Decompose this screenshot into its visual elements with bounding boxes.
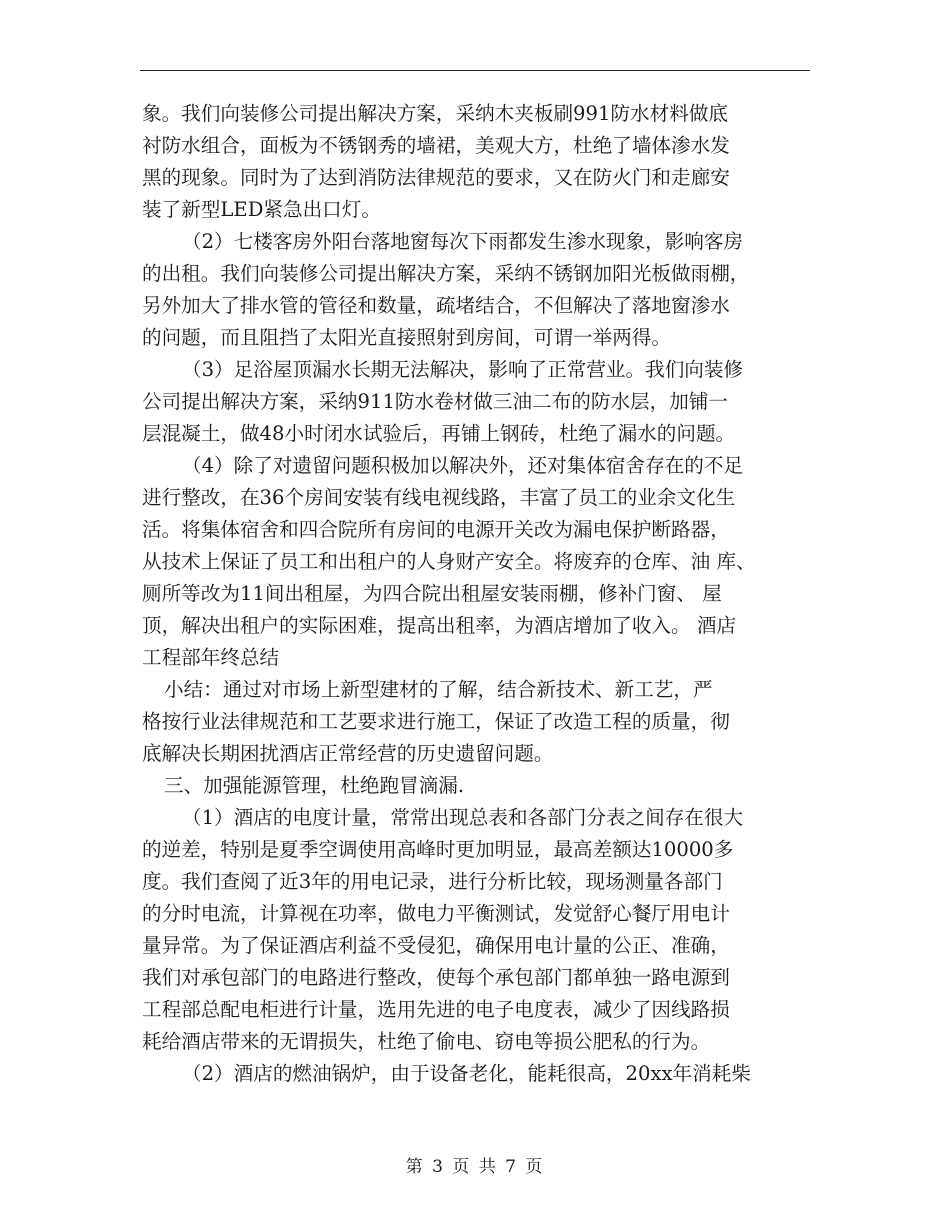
text-line: 工程部总配电柜进行计量，选用先进的电子电度表，减少了因线路损 xyxy=(142,998,730,1021)
text-line: （2）七楼客房外阳台落地窗每次下雨都发生渗水现象，影响客房 xyxy=(182,230,744,253)
text-line: 我们对承包部门的电路进行整改，使每个承包部门都单独一路电源到 xyxy=(142,966,730,989)
text-line: 衬防水组合，面板为不锈钢秀的墙裙，美观大方，杜绝了墙体渗水发 xyxy=(142,134,730,157)
page-number-footer: 第 3 页 共 7 页 xyxy=(405,1157,545,1177)
text-line: （4）除了对遗留问题积极加以解决外，还对集体宿舍存在的不足 xyxy=(182,454,744,477)
text-line: 厕所等改为11间出租屋，为四合院出租屋安装雨棚，修补门窗、 屋 xyxy=(142,582,722,605)
text-line: 三、加强能源管理，杜绝跑冒滴漏. xyxy=(164,774,465,797)
text-line: 活。将集体宿舍和四合院所有房间的电源开关改为漏电保护断路器， xyxy=(142,518,730,541)
text-line: （2）酒店的燃油锅炉，由于设备老化，能耗很高，20xx年消耗柴 xyxy=(182,1062,751,1085)
text-line: 顶，解决出租户的实际困难，提高出租率，为酒店增加了收入。 酒店 xyxy=(142,614,737,637)
text-line: 量异常。为了保证酒店利益不受侵犯，确保用电计量的公正、准确， xyxy=(142,934,730,957)
text-line: 从技术上保证了员工和出租户的人身财产安全。将废弃的仓库、油 库、 xyxy=(142,550,756,573)
text-line: 耗给酒店带来的无谓损失，杜绝了偷电、窃电等损公肥私的行为。 xyxy=(142,1030,711,1053)
text-line: 工程部年终总结 xyxy=(142,646,280,669)
text-line: （1）酒店的电度计量，常常出现总表和各部门分表之间存在很大 xyxy=(182,806,744,829)
text-line: 的逆差，特别是夏季空调使用高峰时更加明显，最高差额达10000多 xyxy=(142,838,734,861)
text-line: 装了新型LED紧急出口灯。 xyxy=(142,198,381,221)
text-line: 公司提出解决方案，采纳911防水卷材做三油二布的防水层，加铺一 xyxy=(142,390,729,413)
text-line: 进行整改，在36个房间安装有线电视线路，丰富了员工的业余文化生 xyxy=(142,486,736,509)
text-line: （3）足浴屋顶漏水长期无法解决，影响了正常营业。我们向装修 xyxy=(182,358,744,381)
text-line: 的分时电流，计算视在功率，做电力平衡测试，发觉舒心餐厅用电计 xyxy=(142,902,730,925)
text-line: 的问题，而且阻挡了太阳光直接照射到房间，可谓一举两得。 xyxy=(142,326,672,349)
text-line: 小结：通过对市场上新型建材的了解，结合新技术、新工艺，严 xyxy=(164,678,713,701)
text-line: 底解决长期困扰酒店正常经营的历史遗留问题。 xyxy=(142,742,554,765)
text-line: 度。我们查阅了近3年的用电记录，进行分析比较，现场测量各部门 xyxy=(142,870,723,893)
text-line: 层混凝土，做48小时闭水试验后，再铺上钢砖，杜绝了漏水的问题。 xyxy=(142,422,736,445)
text-line: 的出租。我们向装修公司提出解决方案，采纳不锈钢加阳光板做雨棚， xyxy=(142,262,750,285)
text-line: 另外加大了排水管的管径和数量，疏堵结合，不但解决了落地窗渗水 xyxy=(142,294,730,317)
text-line: 黑的现象。同时为了达到消防法律规范的要求，又在防火门和走廊安 xyxy=(142,166,730,189)
text-line: 格按行业法律规范和工艺要求进行施工，保证了改造工程的质量，彻 xyxy=(142,710,730,733)
header-rule xyxy=(140,70,810,71)
text-line: 象。我们向装修公司提出解决方案，采纳木夹板刷991防水材料做底 xyxy=(142,102,729,125)
body-text xyxy=(142,98,814,1090)
